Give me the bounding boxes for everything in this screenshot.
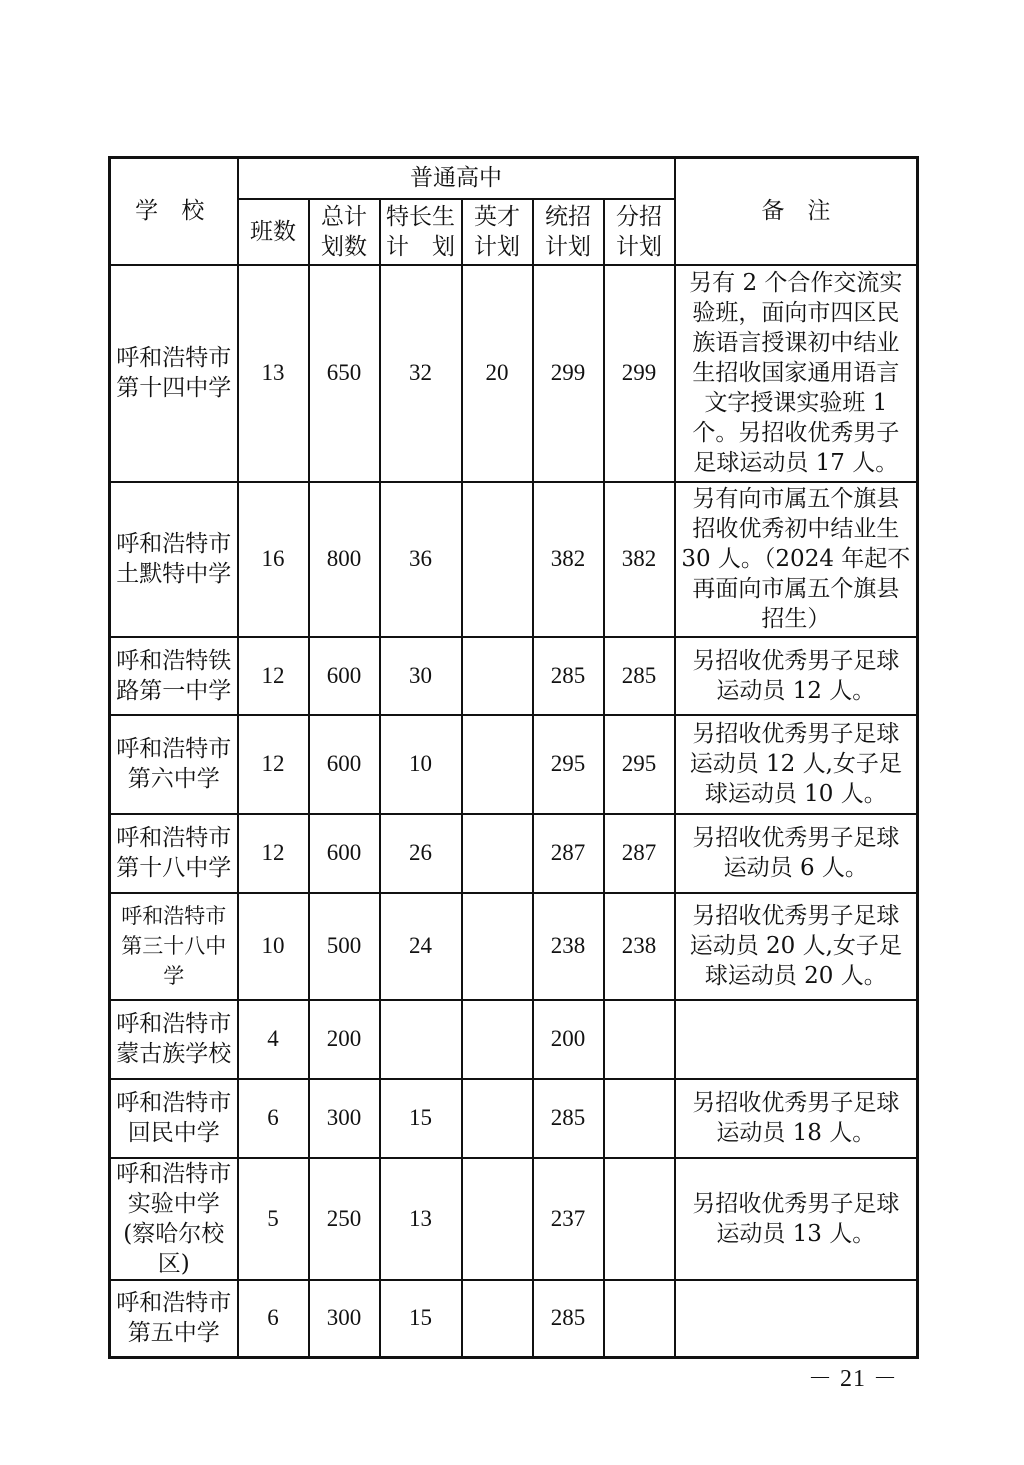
school-name: 呼和浩特市 第六中学: [110, 715, 238, 814]
classes-cell: 4: [238, 1000, 309, 1079]
talent-cell: [462, 1158, 533, 1280]
header-total-plan: 总计 划数: [309, 199, 380, 265]
table-row: [110, 1000, 918, 1079]
school-name: 呼和浩特市 第三十八中学: [110, 893, 238, 1000]
school-name: 呼和浩特市 土默特中学: [110, 482, 238, 637]
talent-cell: [462, 637, 533, 715]
remarks-cell: 另招收优秀男子足球 运动员 18 人。: [675, 1079, 918, 1158]
remarks-cell: [675, 1000, 918, 1079]
enrollment-plan-table: [108, 156, 919, 1359]
remarks-cell: 另招收优秀男子足球 运动员 12 人。: [675, 637, 918, 715]
remarks-cell: 另有 2 个合作交流实 验班，面向市四区民 族语言授课初中结业 生招收国家通用语言 文字授课实验班 1 个。另招收优秀男子 足球运动员 17 人。: [675, 265, 918, 482]
school-name: 呼和浩特铁 路第一中学: [110, 637, 238, 715]
special-cell: 13: [380, 1158, 462, 1280]
classes-cell: 12: [238, 814, 309, 893]
special-cell: 15: [380, 1280, 462, 1358]
unified-cell: 287: [533, 814, 604, 893]
total-cell: 250: [309, 1158, 380, 1280]
table-row: [110, 1158, 918, 1280]
unified-cell: 295: [533, 715, 604, 814]
total-cell: 600: [309, 715, 380, 814]
remarks-cell: 另招收优秀男子足球 运动员 12 人,女子足 球运动员 10 人。: [675, 715, 918, 814]
header-unified-plan: 统招 计划: [533, 199, 604, 265]
total-cell: 600: [309, 814, 380, 893]
talent-cell: [462, 482, 533, 637]
table-row: [110, 1280, 918, 1358]
special-cell: [380, 1000, 462, 1079]
unified-cell: 200: [533, 1000, 604, 1079]
talent-cell: [462, 814, 533, 893]
school-name: 呼和浩特市 第十四中学: [110, 265, 238, 482]
classes-cell: 12: [238, 637, 309, 715]
classes-cell: 12: [238, 715, 309, 814]
classes-cell: 5: [238, 1158, 309, 1280]
allocated-cell: 285: [604, 637, 675, 715]
allocated-cell: 299: [604, 265, 675, 482]
table-row: [110, 893, 918, 1000]
table-row: [110, 637, 918, 715]
special-cell: 24: [380, 893, 462, 1000]
classes-cell: 10: [238, 893, 309, 1000]
header-talent-plan: 英才 计划: [462, 199, 533, 265]
talent-cell: 20: [462, 265, 533, 482]
table-row: [110, 265, 918, 482]
remarks-cell: [675, 1280, 918, 1358]
total-cell: 200: [309, 1000, 380, 1079]
classes-cell: 6: [238, 1079, 309, 1158]
total-cell: 500: [309, 893, 380, 1000]
special-cell: 15: [380, 1079, 462, 1158]
remarks-cell: 另招收优秀男子足球 运动员 13 人。: [675, 1158, 918, 1280]
allocated-cell: 295: [604, 715, 675, 814]
unified-cell: 285: [533, 637, 604, 715]
header-group: 普通高中: [238, 158, 675, 199]
page-number: － 21 －: [808, 1366, 898, 1392]
school-name: 呼和浩特市 回民中学: [110, 1079, 238, 1158]
total-cell: 650: [309, 265, 380, 482]
header-remarks: 备 注: [675, 158, 918, 265]
header-allocated-plan: 分招 计划: [604, 199, 675, 265]
header-special-plan: 特长生 计 划: [380, 199, 462, 265]
allocated-cell: 382: [604, 482, 675, 637]
allocated-cell: [604, 1280, 675, 1358]
header-classes: 班数: [238, 199, 309, 265]
talent-cell: [462, 715, 533, 814]
school-name: 呼和浩特市 第五中学: [110, 1280, 238, 1358]
talent-cell: [462, 1079, 533, 1158]
allocated-cell: [604, 1158, 675, 1280]
unified-cell: 299: [533, 265, 604, 482]
table-row: [110, 1079, 918, 1158]
allocated-cell: 287: [604, 814, 675, 893]
allocated-cell: 238: [604, 893, 675, 1000]
talent-cell: [462, 1000, 533, 1079]
total-cell: 800: [309, 482, 380, 637]
unified-cell: 285: [533, 1079, 604, 1158]
unified-cell: 238: [533, 893, 604, 1000]
classes-cell: 13: [238, 265, 309, 482]
table-row: [110, 814, 918, 893]
header-school: 学 校: [110, 158, 238, 265]
table-row: [110, 715, 918, 814]
allocated-cell: [604, 1000, 675, 1079]
special-cell: 26: [380, 814, 462, 893]
classes-cell: 16: [238, 482, 309, 637]
school-name: 呼和浩特市 蒙古族学校: [110, 1000, 238, 1079]
remarks-cell: 另招收优秀男子足球 运动员 20 人,女子足 球运动员 20 人。: [675, 893, 918, 1000]
table-row: [110, 482, 918, 637]
talent-cell: [462, 893, 533, 1000]
school-name: 呼和浩特市 实验中学 (察哈尔校区): [110, 1158, 238, 1280]
special-cell: 32: [380, 265, 462, 482]
unified-cell: 382: [533, 482, 604, 637]
classes-cell: 6: [238, 1280, 309, 1358]
total-cell: 300: [309, 1079, 380, 1158]
talent-cell: [462, 1280, 533, 1358]
total-cell: 300: [309, 1280, 380, 1358]
remarks-cell: 另有向市属五个旗县 招收优秀初中结业生 30 人。（2024 年起不 再面向市属五个旗县 招生）: [675, 482, 918, 637]
school-name: 呼和浩特市 第十八中学: [110, 814, 238, 893]
unified-cell: 237: [533, 1158, 604, 1280]
special-cell: 10: [380, 715, 462, 814]
unified-cell: 285: [533, 1280, 604, 1358]
special-cell: 36: [380, 482, 462, 637]
remarks-cell: 另招收优秀男子足球 运动员 6 人。: [675, 814, 918, 893]
allocated-cell: [604, 1079, 675, 1158]
total-cell: 600: [309, 637, 380, 715]
special-cell: 30: [380, 637, 462, 715]
